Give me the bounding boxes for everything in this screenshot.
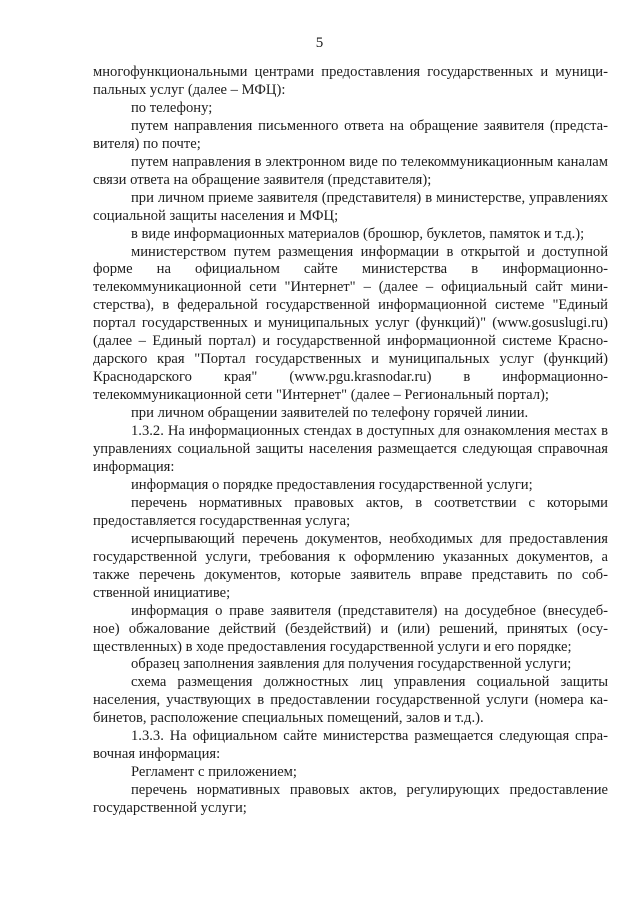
paragraph: исчерпывающий перечень документов, необходимых для предоставления государственной услуги, требования к оформлению указанных документов, а также перечень документов, которые заявитель вправе представить по собственной инициативе; — [93, 530, 608, 601]
paragraph: министерством путем размещения информации в открытой и доступной форме на официальном сайте министерства в информационно-телекоммуникационной сети "Интернет" – (далее – официальный сайт министерства), в федеральной государственной информационной системе "Единый портал государственных и муниципальных услуг (функций)" (www.gosuslugi.ru) (далее – Единый портал) и государственной информационной системе Краснодарского края "Портал государственных и муниципальных услуг (функций) Краснодарского края" (www.pgu.krasnodar.ru) в информационно-телекоммуникационной сети "Интернет" (далее – Региональный портал); — [93, 243, 608, 404]
paragraph: путем направления в электронном виде по телекоммуникационным каналам связи ответа на обращение заявителя (представителя); — [93, 153, 608, 188]
paragraph: 1.3.2. На информационных стендах в доступных для ознакомления местах в управлениях социальной защиты населения размещается следующая справочная информация: — [93, 423, 608, 475]
paragraph: перечень нормативных правовых актов, регулирующих предоставление государственной услуги; — [93, 782, 608, 817]
paragraph: в виде информационных материалов (брошюр, буклетов, памяток и т.д.); — [131, 225, 585, 242]
paragraph: путем направления письменного ответа на обращение заявителя (представителя) по почте; — [93, 117, 608, 152]
paragraph: при личном приеме заявителя (представителя) в министерстве, управлениях социальной защиты населения и МФЦ; — [93, 189, 608, 224]
paragraph: информация о порядке предоставления государственной услуги; — [131, 476, 533, 493]
document-body — [93, 64, 608, 818]
paragraph: многофункциональными центрами предоставления государственных и муниципальных услуг (далее – МФЦ): — [93, 64, 608, 98]
paragraph: Регламент с приложением; — [131, 764, 297, 781]
paragraph: перечень нормативных правовых актов, в соответствии с которыми предоставляется государственная услуга; — [93, 494, 608, 529]
page-number: 5 — [315, 35, 324, 51]
paragraph: при личном обращении заявителей по телефону горячей линии. — [131, 405, 529, 422]
paragraph: по телефону; — [131, 99, 213, 116]
paragraph: схема размещения должностных лиц управления социальной защиты населения, участвующих в предоставлении государственной услуги (номера кабинетов, расположение специальных помещений, залов и т.д.). — [93, 674, 608, 727]
paragraph: 1.3.3. На официальном сайте министерства размещается следующая справочная информация: — [93, 728, 608, 763]
paragraph: информация о праве заявителя (представителя) на досудебное (внесудебное) обжалование действий (бездействий) и (или) решений, принятых (осуществленных) в ходе предоставления государственной услуги и его порядке; — [93, 602, 608, 655]
paragraph: образец заполнения заявления для получения государственной услуги; — [131, 656, 572, 673]
